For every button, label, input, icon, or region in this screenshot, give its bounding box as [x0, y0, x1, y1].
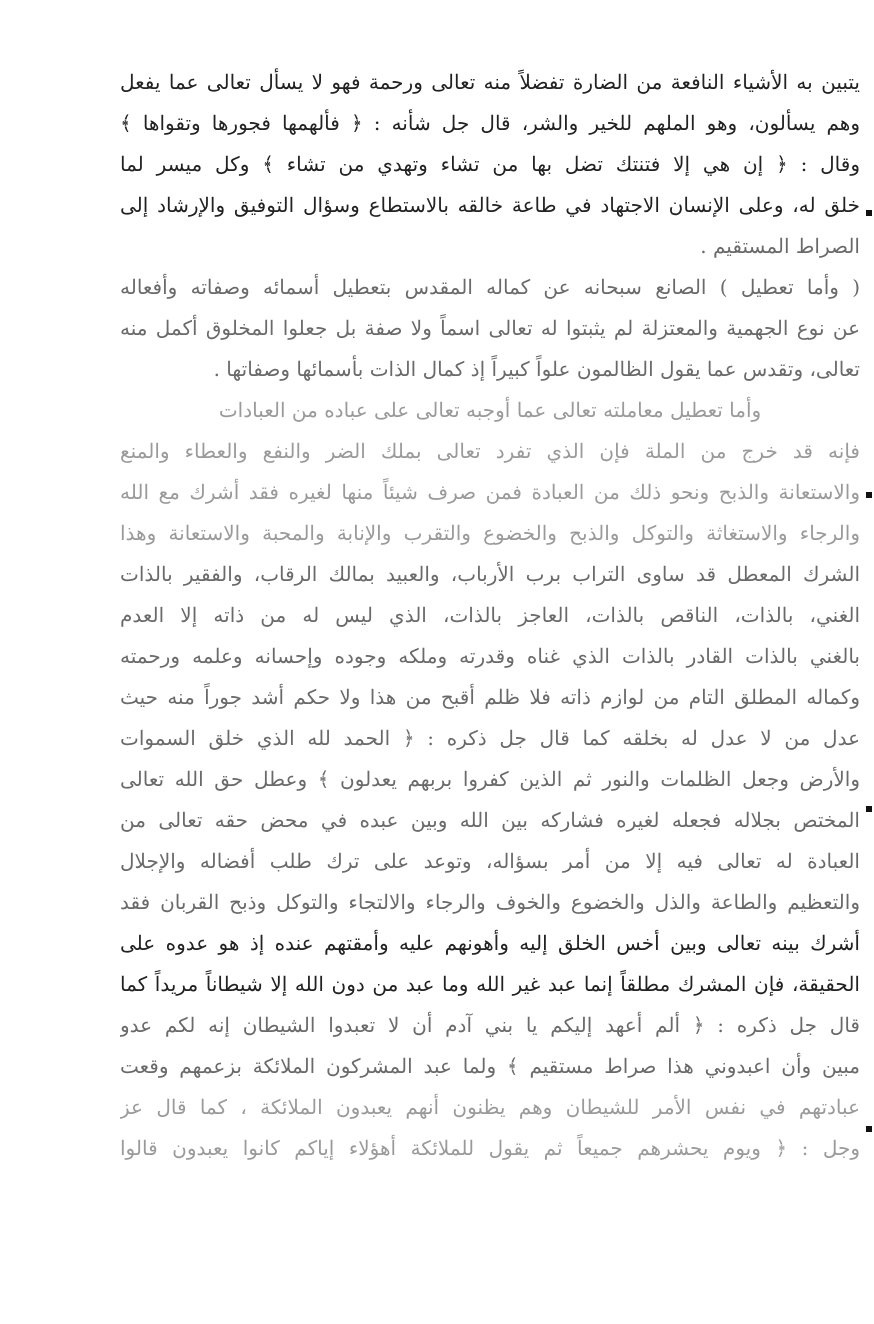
text-line: وأما تعطيل معاملته تعالى عما أوجبه تعالى على عباده من العبادات [218, 398, 762, 422]
text-line: عن نوع الجهمية والمعتزلة لم يثبتوا له تعالى اسماً ولا صفة بل جعلوا المخلوق أكمل منه [120, 316, 860, 340]
text-line: تعالى، وتقدس عما يقول الظالمون علواً كبيراً إذ كمال الذات بأسمائها وصفاتها . [213, 357, 860, 381]
text-line: مبين وأن اعبدوني هذا صراط مستقيم ﴾ ولما عبد المشركون الملائكة بزعمهم وقعت [120, 1054, 860, 1078]
margin-mark [866, 1126, 872, 1132]
text-line: والرجاء والاستغاثة والتوكل والذبح والخضوع والتقرب والإنابة والمحبة والاستعانة وهذا [120, 521, 860, 545]
text-line: قال جل ذكره : ﴿ ألم أعهد إليكم يا بني آدم أن لا تعبدوا الشيطان إنه لكم عدو [120, 1013, 860, 1037]
text-line: عدل من لا عدل له بخلقه كما قال جل ذكره : ﴿ الحمد لله الذي خلق السموات [120, 726, 860, 750]
text-line: عبادتهم في نفس الأمر للشيطان وهم يظنون أنهم يعبدون الملائكة ، كما قال عز [120, 1095, 860, 1119]
text-line: المختص بجلاله فجعله لغيره فشاركه بين الله وبين عبده في محض حقه تعالى من [120, 808, 860, 832]
text-line: والتعظيم والطاعة والذل والخضوع والخوف والرجاء والالتجاء والتوكل وذبح القربان فقد [120, 890, 860, 914]
text-line: وجل : ﴿ ويوم يحشرهم جميعاً ثم يقول للملائكة أهؤلاء إياكم كانوا يعبدون قالوا [120, 1136, 860, 1160]
document-body [120, 62, 860, 1169]
text-line: الشرك المعطل قد ساوى التراب برب الأرباب، والعبيد بمالك الرقاب، والفقير بالذات [120, 562, 860, 586]
text-line: يتبين به الأشياء النافعة من الضارة تفضلاً منه تعالى ورحمة فهو لا يسأل تعالى عما يفعل [120, 70, 860, 94]
margin-mark [866, 210, 872, 216]
text-line: وهم يسألون، وهو الملهم للخير والشر، قال جل شأنه : ﴿ فألهمها فجورها وتقواها ﴾ [120, 111, 860, 135]
text-line: العبادة له تعالى فيه إلا من أمر بسؤاله، وتوعد على ترك طلب أفضاله والإجلال [120, 849, 860, 873]
text-line: والأرض وجعل الظلمات والنور ثم الذين كفروا بربهم يعدلون ﴾ وعطل حق الله تعالى [120, 767, 860, 791]
text-line: الغني، بالذات، الناقص بالذات، العاجز بالذات، الذي ليس له من ذاته إلا العدم [120, 603, 860, 627]
text-line: ( وأما تعطيل ) الصانع سبحانه عن كماله المقدس بتعطيل أسمائه وصفاته وأفعاله [120, 275, 860, 299]
text-line: الصراط المستقيم . [700, 234, 860, 258]
text-line: فإنه قد خرج من الملة فإن الذي تفرد تعالى بملك الضر والنفع والعطاء والمنع [120, 439, 860, 463]
text-line: وكماله المطلق التام من لوازم ذاته فلا ظلم أقبح من هذا ولا حكم أشد جوراً منه حيث [120, 685, 860, 709]
margin-mark [866, 806, 872, 812]
text-line: خلق له، وعلى الإنسان الاجتهاد في طاعة خالقه بالاستطاع وسؤال التوفيق والإرشاد إلى [120, 193, 860, 217]
text-line: والاستعانة والذبح ونحو ذلك من العبادة فمن صرف شيئاً منها لغيره فقد أشرك مع الله [120, 480, 860, 504]
text-line: وقال : ﴿ إن هي إلا فتنتك تضل بها من تشاء وتهدي من تشاء ﴾ وكل ميسر لما [120, 152, 860, 176]
text-line: الحقيقة، فإن المشرك مطلقاً إنما عبد غير الله وما عبد من دون الله إلا شيطاناً مريداً كما [120, 972, 860, 996]
text-line: بالغني بالذات القادر بالذات الذي غناه وقدرته وملكه وجوده وإحسانه وعلمه ورحمته [120, 644, 860, 668]
margin-mark [866, 492, 872, 498]
text-line: أشرك بينه تعالى وبين أخس الخلق إليه وأهونهم عليه وأمقتهم عنده إذ هو عدوه على [120, 931, 860, 955]
